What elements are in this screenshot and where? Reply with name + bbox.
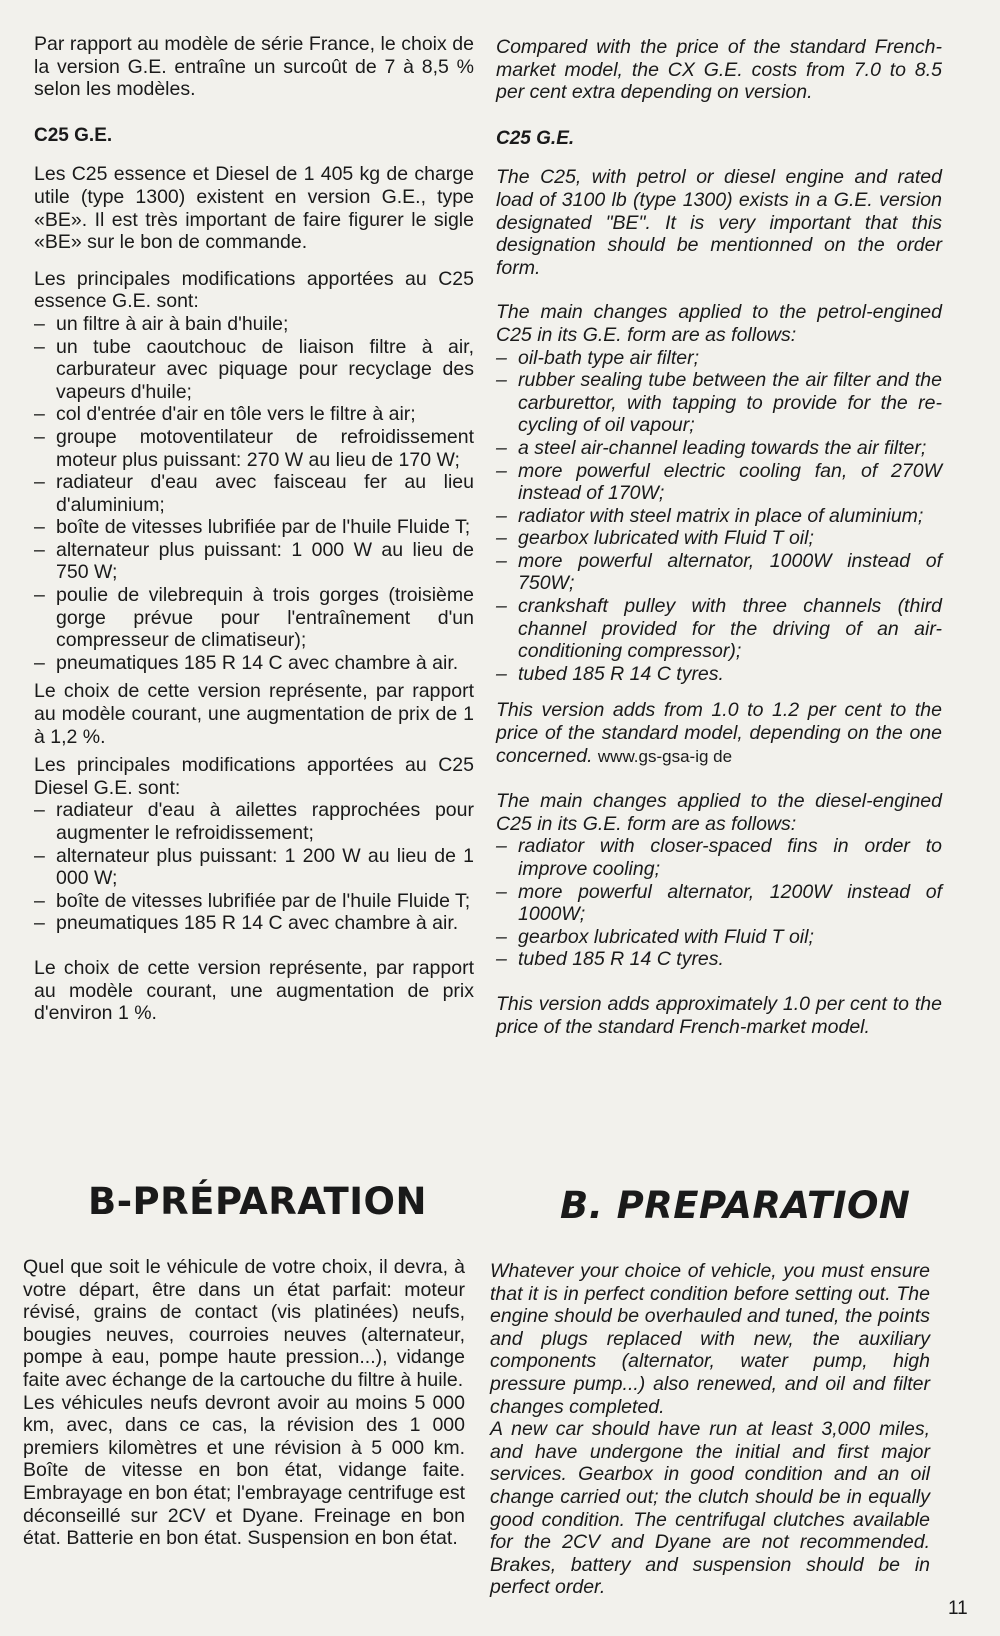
en-petrol-list [496, 347, 942, 686]
en-petrol-intro: The main changes applied to the petrol-engined C25 in its G.E. form are as follows: [496, 301, 942, 346]
en-petrol-price [496, 699, 942, 768]
en-diesel-list [496, 835, 942, 971]
list-item: – poulie de vilebrequin à trois gorges (troisième gorge prévue pour l'entraînement d'un compresseur de climatiseur); [34, 584, 474, 652]
fr-essence-list [34, 313, 474, 675]
list-item: – alternateur plus puissant: 1 000 W au lieu de 750 W; [34, 539, 474, 584]
list-item: – more powerful electric cooling fan, of 270W instead of 170W; [496, 460, 942, 505]
list-item: – a steel air-channel leading towards the air filter; [496, 437, 942, 460]
fr-intro: Par rapport au modèle de série France, le choix de la version G.E. entraîne un surcoût de 7 à 8,5 % selon les modèles. [34, 33, 474, 101]
list-item: – rubber sealing tube between the air filter and the carburettor, with tapping to provide for the re-cycling of oil vapour; [496, 369, 942, 437]
list-item: – groupe motoventilateur de refroidissement moteur plus puissant: 270 W au lieu de 170 W; [34, 426, 474, 471]
en-intro: Compared with the price of the standard French-market model, the CX G.E. costs from 7.0 to 8.5 per cent extra depending on version. [496, 36, 942, 104]
en-diesel-intro: The main changes applied to the diesel-engined C25 in its G.E. form are as follows: [496, 790, 942, 835]
fr-essence-price: Le choix de cette version représente, par rapport au modèle courant, une augmentation de prix de 1 à 1,2 %. [34, 680, 474, 748]
en-diesel-price: This version adds approximately 1.0 per cent to the price of the standard French-market model. [496, 992, 942, 1038]
en-prep-p2: A new car should have run at least 3,000 miles, and have undergone the initial and first major services. Gearbox in good condition and an oil change carried out; the clutch should be in equally good condition. The centrifugal clutches available for the 2CV and Dyane are not recommended. Brakes, battery and suspension should be in perfect order. [490, 1418, 930, 1599]
en-petrol-price-text: This version adds from 1.0 to 1.2 per cent to the price of the standard model, depending on the one concerned. [496, 699, 942, 767]
english-column-preparation [490, 1260, 930, 1599]
fr-prep-p1: Quel que soit le véhicule de votre choix, il devra, à votre départ, être dans un état parfait: moteur révisé, grains de contact (vis platinées) neufs, bougies neuves, courroies neuves (alternateur, pompe à eau, pompe haute pression...), vidange faite avec échange de la cartouche du filtre à huile. [23, 1256, 465, 1391]
list-item: – gearbox lubricated with Fluid T oil; [496, 527, 942, 550]
list-item: – un tube caoutchouc de liaison filtre à air, carburateur avec piquage pour recyclage des vapeurs d'huile; [34, 336, 474, 404]
list-item: – boîte de vitesses lubrifiée par de l'huile Fluide T; [34, 516, 474, 539]
list-item: – more powerful alternator, 1200W instead of 1000W; [496, 881, 942, 926]
en-section-title: B. PREPARATION [560, 1184, 911, 1227]
list-item: – more powerful alternator, 1000W instead of 750W; [496, 550, 942, 595]
list-item: – crankshaft pulley with three channels (third channel provided for the driving of an air-conditioning compressor); [496, 595, 942, 663]
list-item: – radiateur d'eau avec faisceau fer au lieu d'aluminium; [34, 471, 474, 516]
website-watermark: www.gs-gsa-ig de [597, 746, 733, 766]
list-item: – pneumatiques 185 R 14 C avec chambre à air. [34, 652, 474, 675]
list-item: – alternateur plus puissant: 1 200 W au lieu de 1 000 W; [34, 845, 474, 890]
french-column-preparation [23, 1256, 465, 1550]
list-item: – oil-bath type air filter; [496, 347, 942, 370]
page-number: 11 [948, 1598, 968, 1619]
fr-diesel-intro: Les principales modifications apportées au C25 Diesel G.E. sont: [34, 754, 474, 799]
en-c25-text: The C25, with petrol or diesel engine and rated load of 3100 lb (type 1300) exists in a G.E. version designated "BE". It is very important that this designation should be mentionned on the order form. [496, 166, 942, 279]
fr-diesel-list [34, 799, 474, 935]
list-item: – col d'entrée d'air en tôle vers le filtre à air; [34, 403, 474, 426]
list-item: – tubed 185 R 14 C tyres. [496, 663, 942, 686]
en-c25-heading: C25 G.E. [496, 127, 575, 149]
list-item: – pneumatiques 185 R 14 C avec chambre à air. [34, 912, 474, 935]
list-item: – boîte de vitesses lubrifiée par de l'huile Fluide T; [34, 890, 474, 913]
fr-prep-p2: Les véhicules neufs devront avoir au moins 5 000 km, avec, dans ce cas, la révision des 1 000 premiers kilomètres et une révision à 5 000 km. Boîte de vitesse en bon état, vidange faite. Embrayage en bon état; l'embrayage centrifuge est déconseillé sur 2CV et Dyane. Freinage en bon état. Batterie en bon état. Suspension en bon état. [23, 1391, 465, 1550]
list-item: – tubed 185 R 14 C tyres. [496, 948, 942, 971]
list-item: – radiator with closer-spaced fins in order to improve cooling; [496, 835, 942, 880]
french-column-top [34, 33, 474, 1025]
list-item: – radiateur d'eau à ailettes rapprochées pour augmenter le refroidissement; [34, 799, 474, 844]
fr-c25-heading: C25 G.E. [34, 124, 113, 146]
fr-diesel-price: Le choix de cette version représente, par rapport au modèle courant, une augmentation de prix d'environ 1 %. [34, 956, 474, 1025]
list-item: – un filtre à air à bain d'huile; [34, 313, 474, 336]
fr-c25-text: Les C25 essence et Diesel de 1 405 kg de charge utile (type 1300) existent en version G.E., type «BE». Il est très important de faire figurer le sigle «BE» sur le bon de commande. [34, 163, 474, 254]
fr-section-title: B-PRÉPARATION [88, 1180, 427, 1223]
fr-essence-intro: Les principales modifications apportées au C25 essence G.E. sont: [34, 267, 474, 313]
english-column-top [496, 36, 942, 1038]
list-item: – radiator with steel matrix in place of aluminium; [496, 505, 942, 528]
en-prep-p1: Whatever your choice of vehicle, you must ensure that it is in perfect condition before setting out. The engine should be overhauled and tuned, the points and plugs replaced with new, the auxiliary components (alternator, water pump, high pressure pump...) also renewed, and oil and filter changes completed. [490, 1260, 930, 1418]
list-item: – gearbox lubricated with Fluid T oil; [496, 926, 942, 949]
